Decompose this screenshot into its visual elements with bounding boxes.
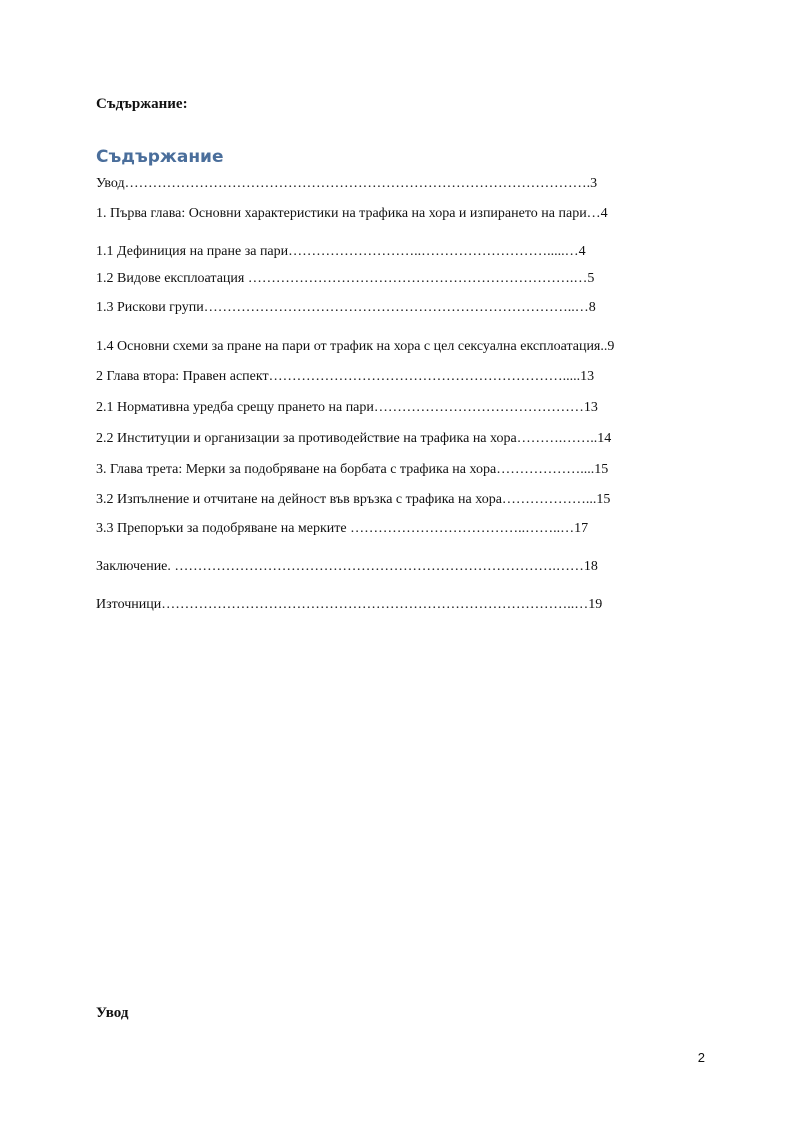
contents-heading: Съдържание: bbox=[96, 96, 188, 112]
toc-entry-chapter-1[interactable]: 1. Първа глава: Основни характеристики на трафика на хора и изпирането на пари…4 bbox=[96, 206, 608, 221]
toc-entry-3-3[interactable]: 3.3 Препоръки за подобряване на мерките ………………………………..……..…17 bbox=[96, 521, 589, 536]
toc-entry-chapter-3[interactable]: 3. Глава трета: Мерки за подобряване на борбата с трафика на хора………………....15 bbox=[96, 462, 609, 477]
toc-entry-2-1[interactable]: 2.1 Нормативна уредба срещу прането на пари………………………………………13 bbox=[96, 400, 598, 415]
toc-entry-intro[interactable]: Увод……………………………………………………………………………………….3 bbox=[96, 176, 598, 191]
toc-entry-2-2[interactable]: 2.2 Институции и организации за противодействие на трафика на хора……….……..14 bbox=[96, 431, 612, 446]
toc-entry-conclusion[interactable]: Заключение. ……………………………………………………………………….……18 bbox=[96, 559, 598, 574]
toc-entry-3-2[interactable]: 3.2 Изпълнение и отчитане на дейност във връзка с трафика на хора………………...15 bbox=[96, 492, 611, 507]
toc-entry-chapter-2[interactable]: 2 Глава втора: Правен аспект……………………………………………………….....13 bbox=[96, 369, 595, 384]
page-number: 2 bbox=[697, 1050, 705, 1065]
toc-entry-1-1[interactable]: 1.1 Дефиниция на пране за пари………………………..……………………….....…4 bbox=[96, 244, 586, 259]
section-heading-intro: Увод bbox=[96, 1005, 129, 1021]
toc-entry-1-3[interactable]: 1.3 Рискови групи……………………………………………………………………..…8 bbox=[96, 300, 596, 315]
toc-entry-1-4[interactable]: 1.4 Основни схеми за пране на пари от трафик на хора с цел сексуална експлоатация..9 bbox=[96, 339, 615, 354]
toc-entry-sources[interactable]: Източници……………………………………………………………………………..…19 bbox=[96, 597, 603, 612]
toc-entry-1-2[interactable]: 1.2 Видове експлоатация …………………………………………………………….…5 bbox=[96, 271, 595, 286]
toc-title: Съдържание bbox=[96, 147, 224, 167]
